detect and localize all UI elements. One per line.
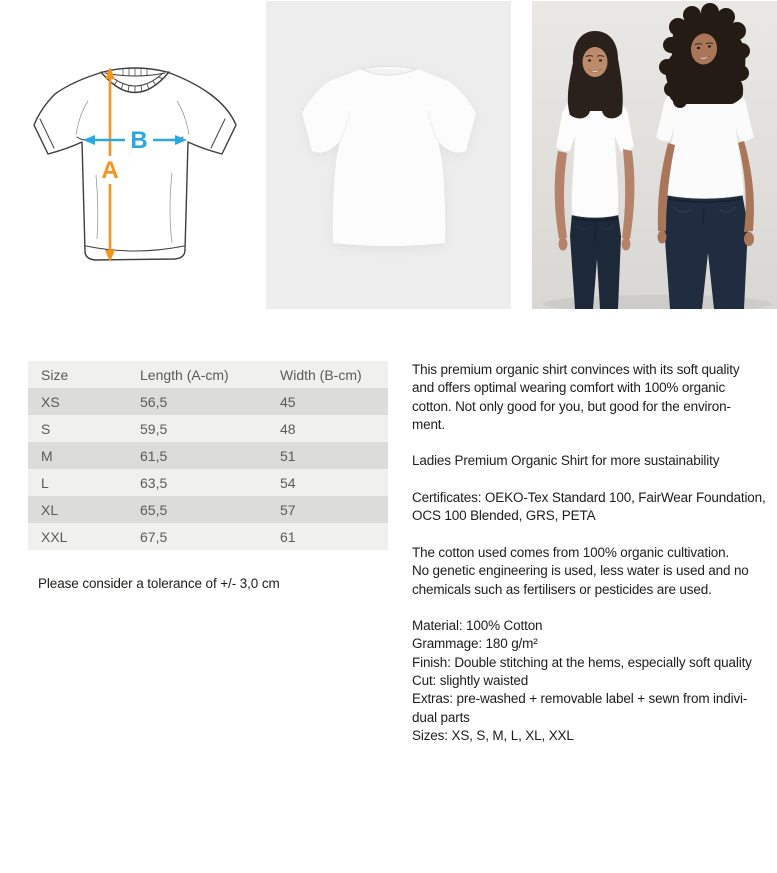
measurement-label-b: B [130,127,148,154]
col-header-length: Length (A-cm) [140,366,229,383]
col-header-width: Width (B-cm) [280,366,362,383]
description-paragraph: Material: 100% Cotton Grammage: 180 g/m² Finish: Double stitching at the hems, especially soft quality Cut: slightly waisted Extras: pre-washed + removable label + sewn from indivi- dual parts Sizes: XS, S, M, L, XL, XXL [412,618,752,743]
product-photo-flat [266,1,511,309]
size-table-row [28,388,388,415]
size-measurement-diagram [25,55,240,270]
cell-width: 57 [280,501,296,518]
product-description [412,361,774,764]
cell-size: S [41,420,51,437]
size-table-row [28,415,388,442]
cell-size: M [41,447,53,464]
cell-length: 67,5 [140,528,168,545]
tshirt-line-drawing [25,55,240,270]
size-table-body [28,388,388,550]
cell-width: 45 [280,393,296,410]
measurement-label-a: A [101,157,119,184]
cell-length: 63,5 [140,474,168,491]
cell-size: XL [41,501,59,518]
size-table-row [28,523,388,550]
cell-length: 61,5 [140,447,168,464]
model-right [656,3,754,309]
description-paragraph: The cotton used comes from 100% organic cultivation. No genetic engineering is used, less water is used and no chemicals such as fertilisers or pesticides are used. [412,544,749,597]
description-paragraph: Certificates: OEKO-Tex Standard 100, FairWear Foundation, OCS 100 Blended, GRS, PETA [412,490,766,524]
description-paragraph: Ladies Premium Organic Shirt for more sustainability [412,453,720,469]
col-header-size: Size [41,366,69,383]
cell-length: 56,5 [140,393,168,410]
tolerance-note: Please consider a tolerance of +/- 3,0 cm [38,576,280,591]
cell-length: 65,5 [140,501,168,518]
cell-width: 54 [280,474,296,491]
size-table-row [28,496,388,523]
size-table-row [28,469,388,496]
product-photo-models [532,1,777,309]
models-image [532,1,777,309]
cell-width: 61 [280,528,296,545]
description-paragraph: This premium organic shirt convinces with its soft quality and offers optimal wearing comfort with 100% organic cotton. Not only good for you, but good for the environ- ment. [412,362,740,432]
cell-width: 51 [280,447,296,464]
flat-shirt-image [266,1,511,309]
size-table-row [28,442,388,469]
cell-length: 59,5 [140,420,168,437]
cell-width: 48 [280,420,296,437]
cell-size: XS [41,393,60,410]
size-table [28,361,388,550]
size-table-header-row [28,361,388,388]
cell-size: XXL [41,528,68,545]
cell-size: L [41,474,49,491]
